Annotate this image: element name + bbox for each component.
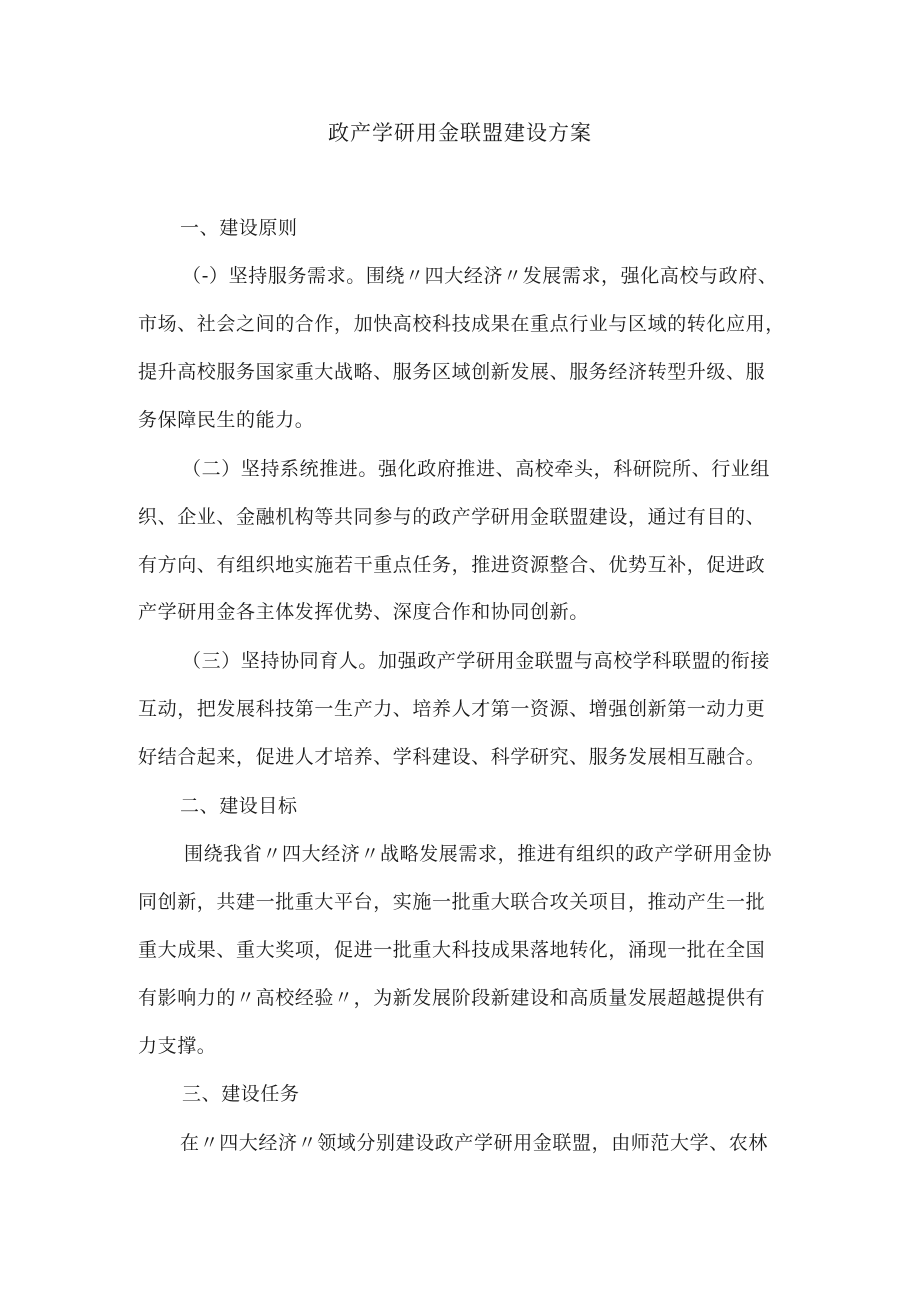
document-title: 政产学研用金联盟建设方案 xyxy=(328,121,592,145)
paragraph-line: 务保障民生的能力。 xyxy=(138,409,315,431)
paragraph-line: 有影响力的〃高校经验〃，为新发展阶段新建设和高质量发展超越提供有 xyxy=(138,987,766,1009)
section-heading-goals: 二、建设目标 xyxy=(180,795,298,817)
paragraph-line: 好结合起来，促进人才培养、学科建设、科学研究、服务发展相互融合。 xyxy=(138,746,766,768)
paragraph-line: 同创新，共建一批重大平台，实施一批重大联合攻关项目，推动产生一批 xyxy=(138,891,766,913)
paragraph-line: 在〃四大经济〃领域分别建设政产学研用金联盟，由师范大学、农林 xyxy=(180,1132,769,1154)
paragraph-line: 围绕我省〃四大经济〃战略发展需求，推进有组织的政产学研用金协 xyxy=(184,843,773,865)
paragraph-line: 有方向、有组织地实施若干重点任务，推进资源整合、优势互补，促进政 xyxy=(138,554,766,576)
paragraph-line: 力支撑。 xyxy=(138,1035,217,1057)
paragraph-line: 互动，把发展科技第一生产力、培养人才第一资源、增强创新第一动力更 xyxy=(138,698,766,720)
paragraph-line: 重大成果、重大奖项，促进一批重大科技成果落地转化，涌现一批在全国 xyxy=(138,939,766,961)
paragraph-line: （-）坚持服务需求。围绕〃四大经济〃发展需求，强化高校与政府、 xyxy=(182,265,778,287)
paragraph-line: （三）坚持协同育人。加强政产学研用金联盟与高校学科联盟的衔接 xyxy=(182,650,771,672)
paragraph-line: 织、企业、金融机构等共同参与的政产学研用金联盟建设，通过有目的、 xyxy=(138,506,766,528)
paragraph-line: 产学研用金各主体发挥优势、深度合作和协同创新。 xyxy=(138,601,589,623)
paragraph-line: 市场、社会之间的合作，加快高校科技成果在重点行业与区域的转化应用， xyxy=(138,313,785,335)
section-heading-tasks: 三、建设任务 xyxy=(182,1083,300,1105)
paragraph-line: 提升高校服务国家重大战略、服务区域创新发展、服务经济转型升级、服 xyxy=(138,361,766,383)
paragraph-line: （二）坚持系统推进。强化政府推进、高校牵头，科研院所、行业组 xyxy=(182,458,771,480)
section-heading-principles: 一、建设原则 xyxy=(180,217,298,239)
